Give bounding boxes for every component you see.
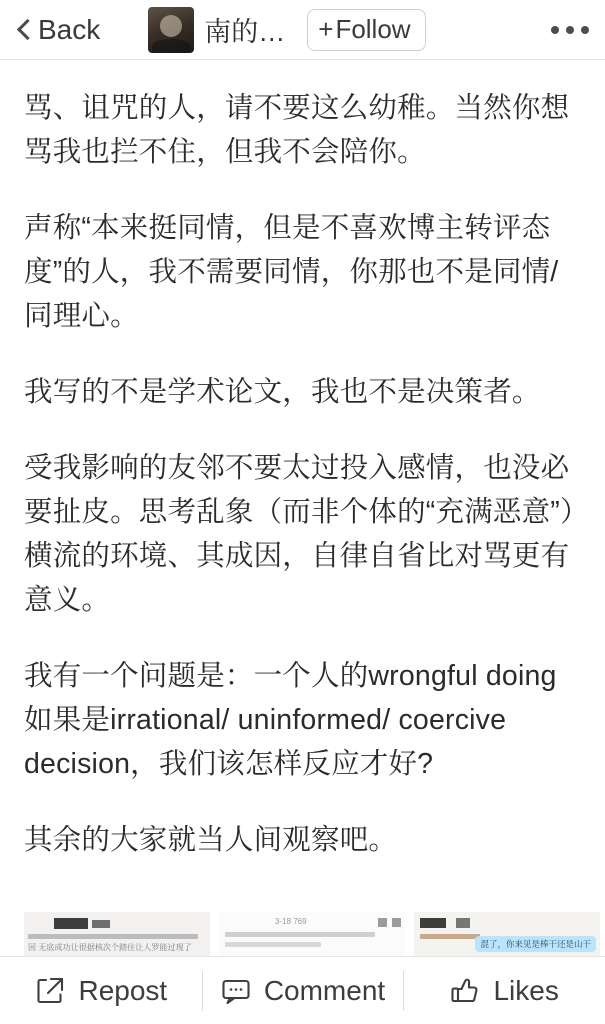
- screenshot-thumbnail[interactable]: [219, 912, 405, 956]
- thumbs-up-icon: [449, 975, 481, 1007]
- ellipsis-dot: [551, 26, 559, 34]
- article-body[interactable]: [0, 60, 605, 956]
- screenshot-thumbnail[interactable]: [414, 912, 600, 956]
- article-paragraph: 其余的大家就当人间观察吧。: [24, 824, 398, 856]
- repost-button[interactable]: [0, 957, 202, 1024]
- follow-button[interactable]: [307, 9, 425, 51]
- article-paragraph: 声称“本来挺同情，但是不喜欢博主转评态度”的人，我不需要同情，你那也不是同情/同理心。: [24, 212, 559, 332]
- repost-label: Repost: [78, 974, 168, 1006]
- likes-label: Likes: [493, 974, 559, 1006]
- back-button[interactable]: [14, 15, 100, 45]
- repost-icon: [34, 975, 66, 1007]
- bottom-action-bar: [0, 956, 605, 1024]
- article-paragraph: 我写的不是学术论文，我也不是决策者。: [24, 376, 541, 408]
- ellipsis-icon[interactable]: [551, 26, 589, 34]
- follow-button-label: Follow: [335, 13, 411, 44]
- ellipsis-dot: [566, 26, 574, 34]
- top-navigation-bar: [0, 0, 605, 60]
- avatar[interactable]: [148, 7, 194, 53]
- comment-button[interactable]: [202, 957, 404, 1024]
- back-button-label: Back: [38, 13, 101, 45]
- screenshot-thumbnail[interactable]: [24, 912, 210, 956]
- comment-bubble-icon: [220, 975, 252, 1007]
- comment-label: Comment: [263, 974, 386, 1006]
- article-paragraph: 我有一个问题是：一个人的wrongful doing如果是irrational/ uninformed/ coercive decision，我们该怎样反应才好?: [24, 660, 557, 780]
- author-name[interactable]: 南的…: [204, 17, 286, 47]
- plus-icon: +: [318, 13, 334, 44]
- chevron-left-icon: [14, 15, 36, 45]
- author-summary[interactable]: [148, 7, 425, 53]
- thumbnail-meta: 3-18 769: [275, 917, 307, 926]
- article-paragraph: 骂、诅咒的人，请不要这么幼稚。当然你想骂我也拦不住，但我不会陪你。: [24, 92, 570, 168]
- thumbnail-bubble-text: 混了，你来见是棒干还是山干: [475, 936, 596, 952]
- article-paragraph: 受我影响的友邻不要太过投入感情，也没必要扯皮。思考乱象（而非个体的“充满恶意”）横流的环境、其成因，自律自省比对骂更有意义。: [24, 452, 575, 616]
- thumbnail-caption: 因 无底成功让很据核次个踏住让人罗能过现了: [28, 942, 192, 953]
- ellipsis-dot: [581, 26, 589, 34]
- likes-button[interactable]: [403, 957, 605, 1024]
- attached-screenshots-strip[interactable]: [24, 912, 605, 956]
